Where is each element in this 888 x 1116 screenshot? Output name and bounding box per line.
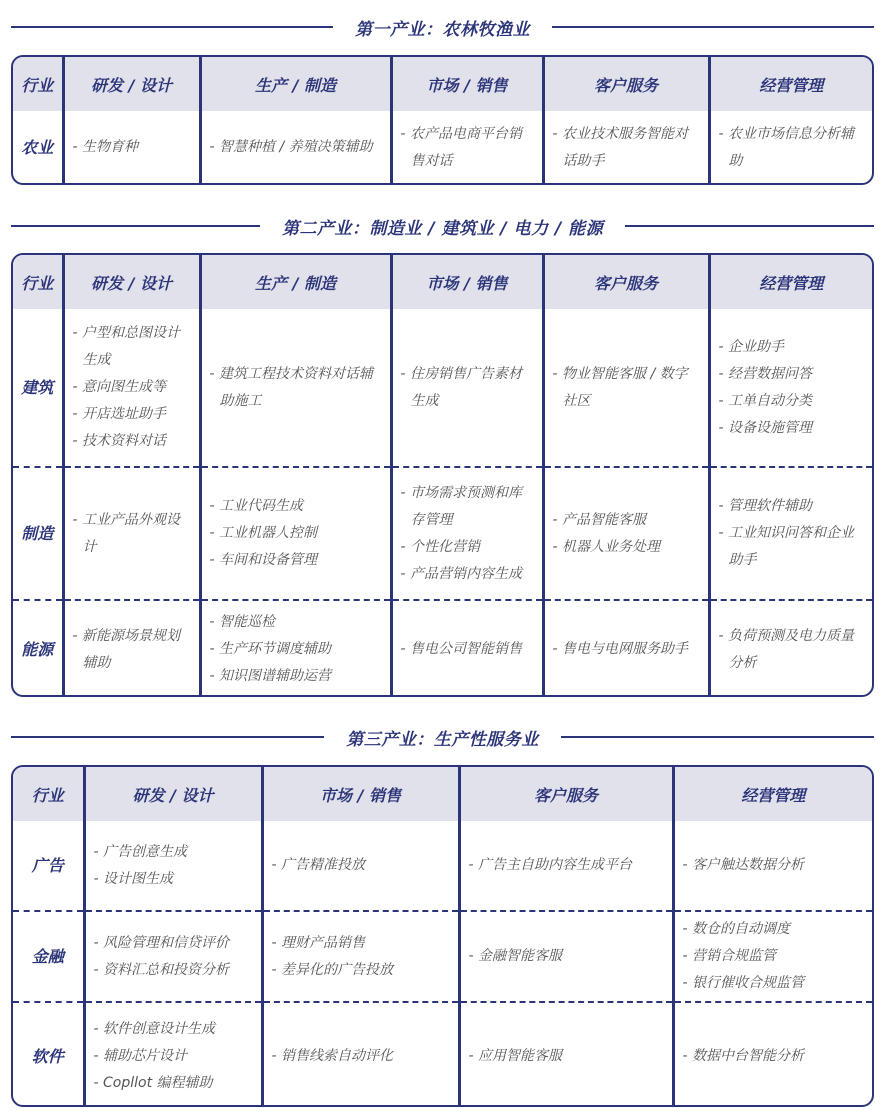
table-cell xyxy=(63,467,200,600)
industry-label: 农业 xyxy=(21,138,54,157)
industry-label: 能源 xyxy=(13,600,63,697)
table-cell xyxy=(391,467,543,600)
table-row xyxy=(13,911,872,1002)
list-item: - 个性化营销 xyxy=(400,538,481,555)
table-row xyxy=(13,600,872,697)
table-tertiary-industry xyxy=(11,765,874,1107)
list-item: - Copllot 编程辅助 xyxy=(93,1075,213,1091)
column-header: 行业 xyxy=(13,57,63,111)
list-item: - 工业代码生成 xyxy=(209,498,304,514)
list-item: - 意向图生成等 xyxy=(72,379,167,395)
column-header: 市场 / 销售 xyxy=(391,255,543,309)
list-item: - 客户触达数据分析 xyxy=(682,857,805,873)
table-cell xyxy=(459,821,673,911)
list-item: - 农产品电商平台销售对话 xyxy=(400,125,523,169)
table-cell xyxy=(673,821,872,911)
table-cell xyxy=(543,467,709,600)
header-row xyxy=(13,57,872,111)
table-cell xyxy=(200,467,391,600)
list-item: - 技术资料对话 xyxy=(72,433,167,449)
table-cell xyxy=(543,600,709,697)
list-item: - 应用智能客服 xyxy=(468,1048,563,1064)
industry-label: 软件 xyxy=(13,1002,84,1107)
table-cell xyxy=(709,111,872,184)
table-cell xyxy=(673,911,872,1002)
list-item: - 生产环节调度辅助 xyxy=(209,641,332,657)
list-item: - 销售线索自动评化 xyxy=(271,1048,394,1064)
section-heading: 第三产业：生产性服务业 xyxy=(346,729,539,750)
header-row xyxy=(13,255,872,309)
list-item: - 车间和设备管理 xyxy=(209,552,318,568)
column-header: 生产 / 制造 xyxy=(200,57,391,111)
column-header: 研发 / 设计 xyxy=(84,767,262,821)
list-item: - 风险管理和信贷评价 xyxy=(93,934,230,951)
column-header: 市场 / 销售 xyxy=(391,57,543,111)
table-cell xyxy=(709,467,872,600)
column-header: 市场 / 销售 xyxy=(262,767,459,821)
table-cell xyxy=(709,309,872,467)
industry-label: 金融 xyxy=(13,911,84,1002)
list-item: - 管理软件辅助 xyxy=(718,498,813,514)
table-cell xyxy=(673,1002,872,1107)
list-item: - 广告主自助内容生成平台 xyxy=(468,857,633,873)
column-header: 客户服务 xyxy=(543,57,709,111)
table-cell xyxy=(709,600,872,697)
list-item: - 农业市场信息分析辅助 xyxy=(718,125,855,169)
list-item: - 工业知识问答和企业助手 xyxy=(718,525,855,568)
table-cell xyxy=(63,309,200,467)
table-row xyxy=(13,467,872,600)
column-header: 行业 xyxy=(13,255,63,309)
table-cell xyxy=(543,309,709,467)
section-heading: 第一产业：农林牧渔业 xyxy=(355,19,530,40)
table-row xyxy=(13,821,872,911)
table-cell xyxy=(84,821,262,911)
list-item: - 资料汇总和投资分析 xyxy=(93,961,230,978)
list-item: - 机器人业务处理 xyxy=(552,538,661,555)
list-item: - 生物育种 xyxy=(72,139,139,155)
section-title-secondary xyxy=(11,216,874,239)
list-item: - 设计图生成 xyxy=(93,870,174,887)
industry-label: 建筑 xyxy=(21,378,54,397)
list-item: - 住房销售广告素材生成 xyxy=(400,365,523,409)
table-row xyxy=(13,111,872,184)
table-cell xyxy=(63,600,200,697)
column-header: 研发 / 设计 xyxy=(63,57,200,111)
list-item: - 企业助手 xyxy=(718,338,785,355)
table-cell xyxy=(84,1002,262,1107)
section-heading: 第二产业：制造业 / 建筑业 / 电力 / 能源 xyxy=(281,218,604,239)
list-item: - 新能源场景规划辅助 xyxy=(72,627,181,671)
column-header: 研发 / 设计 xyxy=(63,255,200,309)
table-cell xyxy=(262,1002,459,1107)
table-cell xyxy=(459,911,673,1002)
list-item: - 数据中台智能分析 xyxy=(682,1048,805,1064)
industry-label: 广告 xyxy=(31,856,64,875)
list-item: - 产品营销内容生成 xyxy=(400,565,523,582)
list-item: - 户型和总图设计生成 xyxy=(72,325,181,368)
list-item: - 差异化的广告投放 xyxy=(271,961,394,978)
column-header: 生产 / 制造 xyxy=(200,255,391,309)
list-item: - 广告精准投放 xyxy=(271,857,366,873)
table-cell xyxy=(262,911,459,1002)
divider-line xyxy=(552,26,874,28)
list-item: - 知识图谱辅助运营 xyxy=(209,668,332,684)
table-cell xyxy=(200,600,391,697)
list-item: - 开店选址助手 xyxy=(72,406,167,422)
table-cell xyxy=(200,111,391,184)
list-item: - 售电与电网服务助手 xyxy=(552,641,689,657)
column-header: 行业 xyxy=(13,767,84,821)
list-item: - 银行催收合规监管 xyxy=(682,975,805,991)
section-title-primary xyxy=(11,17,874,40)
table-row xyxy=(13,1002,872,1107)
list-item: - 营销合规监管 xyxy=(682,948,777,964)
table-primary-industry xyxy=(11,55,874,185)
list-item: - 智慧种植 / 养殖决策辅助 xyxy=(209,139,373,155)
list-item: - 建筑工程技术资料对话辅助施工 xyxy=(209,365,374,409)
table-secondary-industry xyxy=(11,253,874,697)
list-item: - 辅助芯片设计 xyxy=(93,1048,188,1064)
list-item: - 工业机器人控制 xyxy=(209,525,318,541)
list-item: - 产品智能客服 xyxy=(552,511,647,528)
list-item: - 售电公司智能销售 xyxy=(400,641,523,657)
divider-line xyxy=(561,736,874,738)
list-item: - 工单自动分类 xyxy=(718,392,813,409)
list-item: - 物业智能客服 / 数字社区 xyxy=(552,365,688,409)
list-item: - 理财产品销售 xyxy=(271,934,366,951)
list-item: - 智能巡检 xyxy=(209,614,276,630)
column-header: 经营管理 xyxy=(709,255,872,309)
header-row xyxy=(13,767,872,821)
list-item: - 工业产品外观设计 xyxy=(72,511,181,555)
table-cell xyxy=(262,821,459,911)
table-cell xyxy=(84,911,262,1002)
section-title-tertiary xyxy=(11,727,874,750)
industry-label: 制造 xyxy=(13,467,63,600)
list-item: - 金融智能客服 xyxy=(468,948,563,964)
list-item: - 软件创意设计生成 xyxy=(93,1021,216,1037)
column-header: 客户服务 xyxy=(543,255,709,309)
column-header: 经营管理 xyxy=(673,767,872,821)
table-cell xyxy=(543,111,709,184)
list-item: - 市场需求预测和库存管理 xyxy=(400,484,523,528)
list-item: - 经营数据问答 xyxy=(718,365,813,382)
table-cell xyxy=(391,309,543,467)
divider-line xyxy=(11,225,260,227)
list-item: - 数仓的自动调度 xyxy=(682,921,791,937)
table-row xyxy=(13,309,872,467)
list-item: - 农业技术服务智能对话助手 xyxy=(552,125,689,169)
divider-line xyxy=(11,736,324,738)
list-item: - 广告创意生成 xyxy=(93,843,188,860)
list-item: - 设备设施管理 xyxy=(718,419,813,436)
list-item: - 负荷预测及电力质量分析 xyxy=(718,627,855,671)
column-header: 客户服务 xyxy=(459,767,673,821)
divider-line xyxy=(11,26,333,28)
table-cell xyxy=(391,111,543,184)
divider-line xyxy=(625,225,874,227)
table-cell xyxy=(63,111,200,184)
column-header: 经营管理 xyxy=(709,57,872,111)
table-cell xyxy=(391,600,543,697)
table-cell xyxy=(459,1002,673,1107)
table-cell xyxy=(200,309,391,467)
